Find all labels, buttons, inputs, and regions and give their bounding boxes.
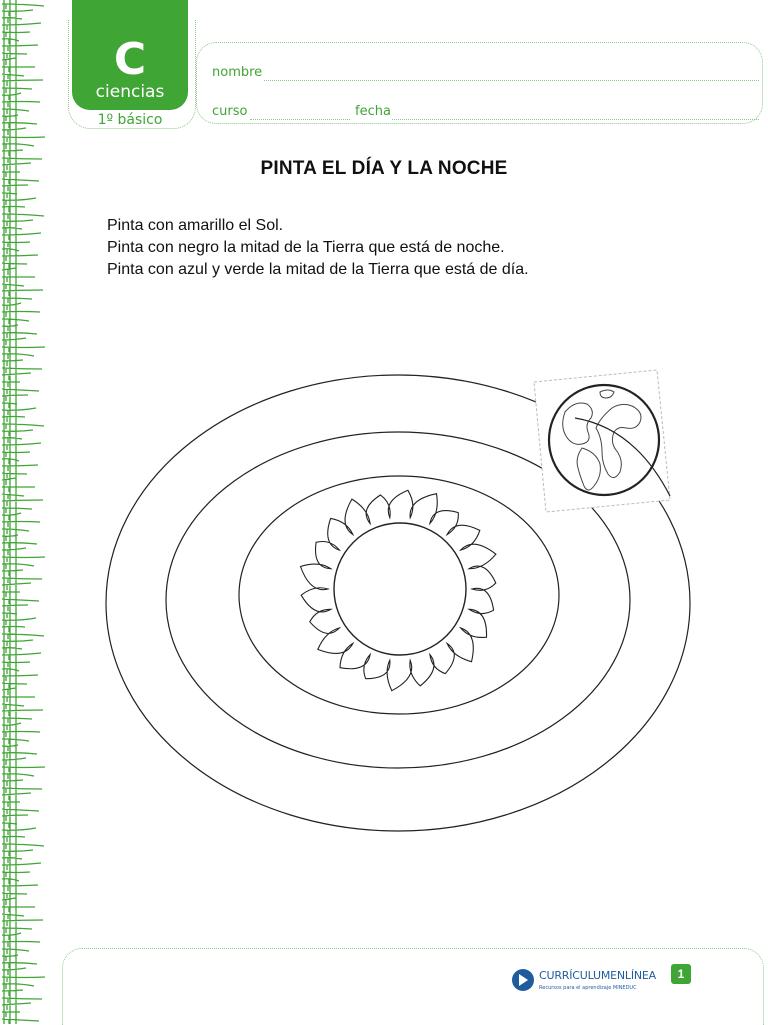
page-number: 1 — [671, 964, 691, 984]
sun-disc — [334, 523, 466, 655]
name-field-label: nombre — [212, 65, 263, 80]
date-field-label: fecha — [355, 104, 391, 119]
sun-drawing — [301, 490, 496, 690]
grade-label: 1º básico — [97, 112, 163, 128]
instruction-1: Pinta con amarillo el Sol. — [107, 217, 284, 234]
course-field-label: curso — [212, 104, 248, 119]
subject-letter: C — [113, 34, 147, 85]
instruction-2: Pinta con negro la mitad de la Tierra que está de noche. — [107, 239, 505, 256]
earth-globe-drawing — [534, 370, 670, 512]
logo-subtext: Recursos para el aprendizaje MINEDUC — [539, 985, 637, 991]
instruction-3: Pinta con azul y verde la mitad de la Tierra que está de día. — [107, 261, 529, 278]
worksheet-title: PINTA EL DÍA Y LA NOCHE — [260, 158, 508, 179]
subject-name: ciencias — [95, 82, 165, 102]
logo-text: CURRÍCULUMENLÍNEA — [539, 969, 656, 982]
